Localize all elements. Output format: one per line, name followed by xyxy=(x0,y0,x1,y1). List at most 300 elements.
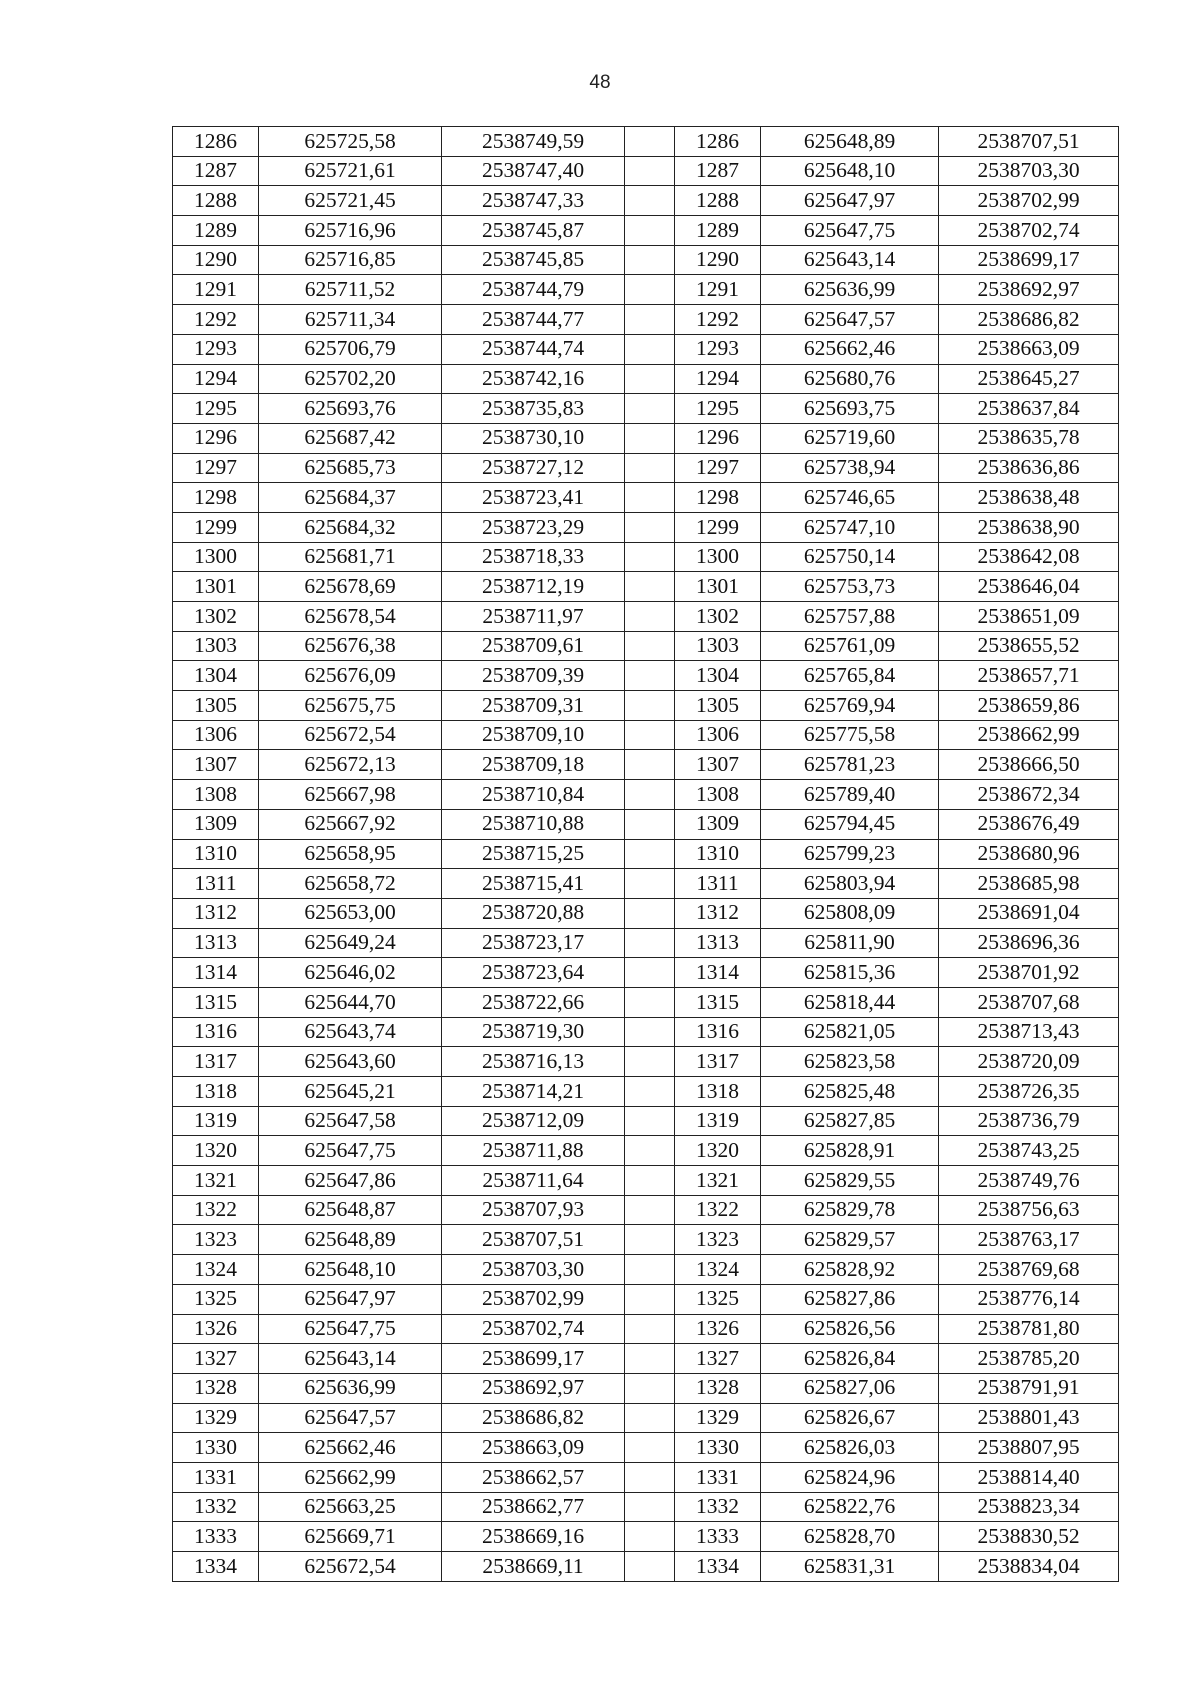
left-x-coordinate-cell: 625687,42 xyxy=(259,423,442,453)
table-row xyxy=(173,1344,1119,1374)
right-point-number-cell: 1298 xyxy=(675,483,761,513)
left-point-number-cell: 1313 xyxy=(173,928,259,958)
right-point-number-cell: 1321 xyxy=(675,1166,761,1196)
left-y-coordinate-cell: 2538662,77 xyxy=(442,1492,625,1522)
table-row xyxy=(173,423,1119,453)
spacer-cell xyxy=(625,1552,675,1582)
table-row xyxy=(173,572,1119,602)
left-point-number-cell: 1299 xyxy=(173,512,259,542)
right-x-coordinate-cell: 625823,58 xyxy=(761,1047,939,1077)
spacer-cell xyxy=(625,394,675,424)
right-point-number-cell: 1303 xyxy=(675,631,761,661)
right-point-number-cell: 1327 xyxy=(675,1344,761,1374)
spacer-cell xyxy=(625,839,675,869)
table-row xyxy=(173,809,1119,839)
left-x-coordinate-cell: 625676,38 xyxy=(259,631,442,661)
table-row xyxy=(173,631,1119,661)
right-y-coordinate-cell: 2538823,34 xyxy=(939,1492,1119,1522)
left-point-number-cell: 1300 xyxy=(173,542,259,572)
left-x-coordinate-cell: 625653,00 xyxy=(259,898,442,928)
left-point-number-cell: 1319 xyxy=(173,1106,259,1136)
spacer-cell xyxy=(625,1373,675,1403)
left-point-number-cell: 1330 xyxy=(173,1433,259,1463)
left-y-coordinate-cell: 2538703,30 xyxy=(442,1255,625,1285)
spacer-cell xyxy=(625,1166,675,1196)
spacer-cell xyxy=(625,453,675,483)
right-x-coordinate-cell: 625824,96 xyxy=(761,1462,939,1492)
right-point-number-cell: 1309 xyxy=(675,809,761,839)
right-y-coordinate-cell: 2538666,50 xyxy=(939,750,1119,780)
table-row xyxy=(173,987,1119,1017)
left-point-number-cell: 1328 xyxy=(173,1373,259,1403)
right-x-coordinate-cell: 625648,89 xyxy=(761,127,939,157)
right-x-coordinate-cell: 625680,76 xyxy=(761,364,939,394)
right-point-number-cell: 1294 xyxy=(675,364,761,394)
right-y-coordinate-cell: 2538655,52 xyxy=(939,631,1119,661)
right-y-coordinate-cell: 2538807,95 xyxy=(939,1433,1119,1463)
left-y-coordinate-cell: 2538723,29 xyxy=(442,512,625,542)
right-x-coordinate-cell: 625648,10 xyxy=(761,156,939,186)
right-y-coordinate-cell: 2538791,91 xyxy=(939,1373,1119,1403)
table-row xyxy=(173,305,1119,335)
left-y-coordinate-cell: 2538719,30 xyxy=(442,1017,625,1047)
left-x-coordinate-cell: 625663,25 xyxy=(259,1492,442,1522)
left-x-coordinate-cell: 625675,75 xyxy=(259,691,442,721)
spacer-cell xyxy=(625,156,675,186)
right-x-coordinate-cell: 625747,10 xyxy=(761,512,939,542)
left-x-coordinate-cell: 625648,89 xyxy=(259,1225,442,1255)
right-point-number-cell: 1315 xyxy=(675,987,761,1017)
table-row xyxy=(173,691,1119,721)
right-x-coordinate-cell: 625811,90 xyxy=(761,928,939,958)
right-point-number-cell: 1292 xyxy=(675,305,761,335)
right-point-number-cell: 1307 xyxy=(675,750,761,780)
table-row xyxy=(173,364,1119,394)
table-row xyxy=(173,1314,1119,1344)
right-point-number-cell: 1311 xyxy=(675,869,761,899)
left-x-coordinate-cell: 625685,73 xyxy=(259,453,442,483)
left-point-number-cell: 1304 xyxy=(173,661,259,691)
table-row xyxy=(173,958,1119,988)
right-y-coordinate-cell: 2538834,04 xyxy=(939,1552,1119,1582)
left-point-number-cell: 1306 xyxy=(173,720,259,750)
left-point-number-cell: 1302 xyxy=(173,602,259,632)
spacer-cell xyxy=(625,245,675,275)
spacer-cell xyxy=(625,1136,675,1166)
table-row xyxy=(173,275,1119,305)
right-point-number-cell: 1331 xyxy=(675,1462,761,1492)
left-point-number-cell: 1333 xyxy=(173,1522,259,1552)
right-point-number-cell: 1330 xyxy=(675,1433,761,1463)
spacer-cell xyxy=(625,1017,675,1047)
right-point-number-cell: 1302 xyxy=(675,602,761,632)
spacer-cell xyxy=(625,572,675,602)
right-x-coordinate-cell: 625693,75 xyxy=(761,394,939,424)
table-row xyxy=(173,216,1119,246)
left-x-coordinate-cell: 625678,54 xyxy=(259,602,442,632)
spacer-cell xyxy=(625,661,675,691)
right-y-coordinate-cell: 2538713,43 xyxy=(939,1017,1119,1047)
right-x-coordinate-cell: 625647,75 xyxy=(761,216,939,246)
right-x-coordinate-cell: 625761,09 xyxy=(761,631,939,661)
left-point-number-cell: 1332 xyxy=(173,1492,259,1522)
right-y-coordinate-cell: 2538642,08 xyxy=(939,542,1119,572)
right-y-coordinate-cell: 2538736,79 xyxy=(939,1106,1119,1136)
right-point-number-cell: 1291 xyxy=(675,275,761,305)
left-y-coordinate-cell: 2538709,18 xyxy=(442,750,625,780)
left-point-number-cell: 1290 xyxy=(173,245,259,275)
spacer-cell xyxy=(625,958,675,988)
left-x-coordinate-cell: 625693,76 xyxy=(259,394,442,424)
left-point-number-cell: 1296 xyxy=(173,423,259,453)
left-x-coordinate-cell: 625647,58 xyxy=(259,1106,442,1136)
left-x-coordinate-cell: 625647,97 xyxy=(259,1284,442,1314)
right-point-number-cell: 1290 xyxy=(675,245,761,275)
left-x-coordinate-cell: 625684,32 xyxy=(259,512,442,542)
right-x-coordinate-cell: 625829,78 xyxy=(761,1195,939,1225)
right-y-coordinate-cell: 2538801,43 xyxy=(939,1403,1119,1433)
right-x-coordinate-cell: 625775,58 xyxy=(761,720,939,750)
table-row xyxy=(173,1373,1119,1403)
right-x-coordinate-cell: 625789,40 xyxy=(761,780,939,810)
left-x-coordinate-cell: 625662,99 xyxy=(259,1462,442,1492)
left-x-coordinate-cell: 625672,13 xyxy=(259,750,442,780)
left-y-coordinate-cell: 2538723,17 xyxy=(442,928,625,958)
right-x-coordinate-cell: 625829,55 xyxy=(761,1166,939,1196)
right-point-number-cell: 1306 xyxy=(675,720,761,750)
left-y-coordinate-cell: 2538727,12 xyxy=(442,453,625,483)
left-x-coordinate-cell: 625662,46 xyxy=(259,1433,442,1463)
left-point-number-cell: 1294 xyxy=(173,364,259,394)
right-point-number-cell: 1289 xyxy=(675,216,761,246)
spacer-cell xyxy=(625,1077,675,1107)
left-y-coordinate-cell: 2538702,99 xyxy=(442,1284,625,1314)
left-point-number-cell: 1314 xyxy=(173,958,259,988)
left-x-coordinate-cell: 625667,92 xyxy=(259,809,442,839)
right-point-number-cell: 1297 xyxy=(675,453,761,483)
left-y-coordinate-cell: 2538709,61 xyxy=(442,631,625,661)
left-x-coordinate-cell: 625672,54 xyxy=(259,1552,442,1582)
left-y-coordinate-cell: 2538749,59 xyxy=(442,127,625,157)
spacer-cell xyxy=(625,1314,675,1344)
left-y-coordinate-cell: 2538712,09 xyxy=(442,1106,625,1136)
left-x-coordinate-cell: 625648,10 xyxy=(259,1255,442,1285)
left-y-coordinate-cell: 2538709,39 xyxy=(442,661,625,691)
left-point-number-cell: 1286 xyxy=(173,127,259,157)
left-y-coordinate-cell: 2538692,97 xyxy=(442,1373,625,1403)
left-point-number-cell: 1324 xyxy=(173,1255,259,1285)
table-row xyxy=(173,1552,1119,1582)
left-x-coordinate-cell: 625667,98 xyxy=(259,780,442,810)
left-y-coordinate-cell: 2538714,21 xyxy=(442,1077,625,1107)
left-point-number-cell: 1317 xyxy=(173,1047,259,1077)
left-point-number-cell: 1318 xyxy=(173,1077,259,1107)
left-x-coordinate-cell: 625676,09 xyxy=(259,661,442,691)
table-row xyxy=(173,483,1119,513)
right-point-number-cell: 1329 xyxy=(675,1403,761,1433)
spacer-cell xyxy=(625,780,675,810)
right-x-coordinate-cell: 625753,73 xyxy=(761,572,939,602)
right-x-coordinate-cell: 625781,23 xyxy=(761,750,939,780)
right-point-number-cell: 1296 xyxy=(675,423,761,453)
left-y-coordinate-cell: 2538712,19 xyxy=(442,572,625,602)
left-point-number-cell: 1309 xyxy=(173,809,259,839)
left-point-number-cell: 1303 xyxy=(173,631,259,661)
right-y-coordinate-cell: 2538691,04 xyxy=(939,898,1119,928)
spacer-cell xyxy=(625,898,675,928)
left-x-coordinate-cell: 625643,60 xyxy=(259,1047,442,1077)
left-x-coordinate-cell: 625658,72 xyxy=(259,869,442,899)
right-y-coordinate-cell: 2538651,09 xyxy=(939,602,1119,632)
left-point-number-cell: 1321 xyxy=(173,1166,259,1196)
table-row xyxy=(173,512,1119,542)
right-point-number-cell: 1312 xyxy=(675,898,761,928)
right-x-coordinate-cell: 625822,76 xyxy=(761,1492,939,1522)
left-y-coordinate-cell: 2538711,88 xyxy=(442,1136,625,1166)
left-x-coordinate-cell: 625643,74 xyxy=(259,1017,442,1047)
left-point-number-cell: 1320 xyxy=(173,1136,259,1166)
left-x-coordinate-cell: 625684,37 xyxy=(259,483,442,513)
left-y-coordinate-cell: 2538663,09 xyxy=(442,1433,625,1463)
spacer-cell xyxy=(625,1492,675,1522)
right-x-coordinate-cell: 625831,31 xyxy=(761,1552,939,1582)
right-x-coordinate-cell: 625647,57 xyxy=(761,305,939,335)
left-point-number-cell: 1289 xyxy=(173,216,259,246)
right-y-coordinate-cell: 2538726,35 xyxy=(939,1077,1119,1107)
left-y-coordinate-cell: 2538710,84 xyxy=(442,780,625,810)
left-y-coordinate-cell: 2538744,77 xyxy=(442,305,625,335)
right-x-coordinate-cell: 625825,48 xyxy=(761,1077,939,1107)
left-point-number-cell: 1308 xyxy=(173,780,259,810)
right-x-coordinate-cell: 625815,36 xyxy=(761,958,939,988)
right-point-number-cell: 1325 xyxy=(675,1284,761,1314)
left-point-number-cell: 1325 xyxy=(173,1284,259,1314)
right-y-coordinate-cell: 2538702,74 xyxy=(939,216,1119,246)
left-y-coordinate-cell: 2538709,10 xyxy=(442,720,625,750)
left-y-coordinate-cell: 2538711,97 xyxy=(442,602,625,632)
left-x-coordinate-cell: 625721,61 xyxy=(259,156,442,186)
left-point-number-cell: 1311 xyxy=(173,869,259,899)
right-y-coordinate-cell: 2538686,82 xyxy=(939,305,1119,335)
right-point-number-cell: 1320 xyxy=(675,1136,761,1166)
left-x-coordinate-cell: 625647,75 xyxy=(259,1136,442,1166)
table-row xyxy=(173,1106,1119,1136)
spacer-cell xyxy=(625,334,675,364)
left-x-coordinate-cell: 625646,02 xyxy=(259,958,442,988)
left-y-coordinate-cell: 2538735,83 xyxy=(442,394,625,424)
spacer-cell xyxy=(625,1195,675,1225)
coordinates-table-body xyxy=(173,127,1119,1582)
right-y-coordinate-cell: 2538659,86 xyxy=(939,691,1119,721)
left-point-number-cell: 1297 xyxy=(173,453,259,483)
left-point-number-cell: 1288 xyxy=(173,186,259,216)
right-y-coordinate-cell: 2538635,78 xyxy=(939,423,1119,453)
spacer-cell xyxy=(625,928,675,958)
right-y-coordinate-cell: 2538657,71 xyxy=(939,661,1119,691)
right-y-coordinate-cell: 2538663,09 xyxy=(939,334,1119,364)
spacer-cell xyxy=(625,691,675,721)
right-point-number-cell: 1304 xyxy=(675,661,761,691)
right-y-coordinate-cell: 2538720,09 xyxy=(939,1047,1119,1077)
left-point-number-cell: 1323 xyxy=(173,1225,259,1255)
right-point-number-cell: 1295 xyxy=(675,394,761,424)
left-y-coordinate-cell: 2538747,40 xyxy=(442,156,625,186)
right-x-coordinate-cell: 625826,56 xyxy=(761,1314,939,1344)
table-row xyxy=(173,453,1119,483)
right-y-coordinate-cell: 2538707,68 xyxy=(939,987,1119,1017)
left-x-coordinate-cell: 625725,58 xyxy=(259,127,442,157)
left-point-number-cell: 1310 xyxy=(173,839,259,869)
left-y-coordinate-cell: 2538723,64 xyxy=(442,958,625,988)
left-y-coordinate-cell: 2538709,31 xyxy=(442,691,625,721)
right-y-coordinate-cell: 2538703,30 xyxy=(939,156,1119,186)
left-x-coordinate-cell: 625681,71 xyxy=(259,542,442,572)
right-point-number-cell: 1288 xyxy=(675,186,761,216)
right-point-number-cell: 1317 xyxy=(675,1047,761,1077)
left-x-coordinate-cell: 625645,21 xyxy=(259,1077,442,1107)
left-x-coordinate-cell: 625711,52 xyxy=(259,275,442,305)
spacer-cell xyxy=(625,1403,675,1433)
table-row xyxy=(173,1403,1119,1433)
right-y-coordinate-cell: 2538636,86 xyxy=(939,453,1119,483)
right-y-coordinate-cell: 2538769,68 xyxy=(939,1255,1119,1285)
table-row xyxy=(173,186,1119,216)
left-y-coordinate-cell: 2538723,41 xyxy=(442,483,625,513)
right-y-coordinate-cell: 2538743,25 xyxy=(939,1136,1119,1166)
table-row xyxy=(173,839,1119,869)
spacer-cell xyxy=(625,869,675,899)
spacer-cell xyxy=(625,987,675,1017)
left-y-coordinate-cell: 2538716,13 xyxy=(442,1047,625,1077)
right-x-coordinate-cell: 625818,44 xyxy=(761,987,939,1017)
spacer-cell xyxy=(625,216,675,246)
right-y-coordinate-cell: 2538637,84 xyxy=(939,394,1119,424)
table-row xyxy=(173,1195,1119,1225)
left-y-coordinate-cell: 2538669,11 xyxy=(442,1552,625,1582)
table-row xyxy=(173,928,1119,958)
left-x-coordinate-cell: 625648,87 xyxy=(259,1195,442,1225)
right-point-number-cell: 1322 xyxy=(675,1195,761,1225)
table-row xyxy=(173,1225,1119,1255)
right-y-coordinate-cell: 2538662,99 xyxy=(939,720,1119,750)
table-row xyxy=(173,750,1119,780)
left-y-coordinate-cell: 2538720,88 xyxy=(442,898,625,928)
left-y-coordinate-cell: 2538699,17 xyxy=(442,1344,625,1374)
right-point-number-cell: 1326 xyxy=(675,1314,761,1344)
table-row xyxy=(173,1433,1119,1463)
right-y-coordinate-cell: 2538830,52 xyxy=(939,1522,1119,1552)
right-x-coordinate-cell: 625643,14 xyxy=(761,245,939,275)
table-row xyxy=(173,394,1119,424)
right-y-coordinate-cell: 2538672,34 xyxy=(939,780,1119,810)
right-y-coordinate-cell: 2538696,36 xyxy=(939,928,1119,958)
table-row xyxy=(173,1255,1119,1285)
table-row xyxy=(173,780,1119,810)
right-x-coordinate-cell: 625719,60 xyxy=(761,423,939,453)
left-point-number-cell: 1316 xyxy=(173,1017,259,1047)
right-x-coordinate-cell: 625828,91 xyxy=(761,1136,939,1166)
right-y-coordinate-cell: 2538707,51 xyxy=(939,127,1119,157)
right-x-coordinate-cell: 625828,70 xyxy=(761,1522,939,1552)
table-row xyxy=(173,869,1119,899)
table-row xyxy=(173,1284,1119,1314)
left-point-number-cell: 1331 xyxy=(173,1462,259,1492)
spacer-cell xyxy=(625,1106,675,1136)
table-row xyxy=(173,245,1119,275)
left-point-number-cell: 1292 xyxy=(173,305,259,335)
right-x-coordinate-cell: 625827,06 xyxy=(761,1373,939,1403)
left-point-number-cell: 1315 xyxy=(173,987,259,1017)
right-y-coordinate-cell: 2538646,04 xyxy=(939,572,1119,602)
right-x-coordinate-cell: 625808,09 xyxy=(761,898,939,928)
right-x-coordinate-cell: 625827,86 xyxy=(761,1284,939,1314)
left-y-coordinate-cell: 2538662,57 xyxy=(442,1462,625,1492)
spacer-cell xyxy=(625,1344,675,1374)
left-y-coordinate-cell: 2538730,10 xyxy=(442,423,625,453)
table-row xyxy=(173,1077,1119,1107)
right-x-coordinate-cell: 625826,84 xyxy=(761,1344,939,1374)
right-y-coordinate-cell: 2538763,17 xyxy=(939,1225,1119,1255)
right-point-number-cell: 1319 xyxy=(675,1106,761,1136)
spacer-cell xyxy=(625,305,675,335)
left-y-coordinate-cell: 2538715,25 xyxy=(442,839,625,869)
right-x-coordinate-cell: 625799,23 xyxy=(761,839,939,869)
table-row xyxy=(173,1017,1119,1047)
left-y-coordinate-cell: 2538745,87 xyxy=(442,216,625,246)
table-row xyxy=(173,1166,1119,1196)
table-row xyxy=(173,1047,1119,1077)
spacer-cell xyxy=(625,1255,675,1285)
left-y-coordinate-cell: 2538707,51 xyxy=(442,1225,625,1255)
left-x-coordinate-cell: 625644,70 xyxy=(259,987,442,1017)
left-point-number-cell: 1301 xyxy=(173,572,259,602)
table-row xyxy=(173,334,1119,364)
right-point-number-cell: 1323 xyxy=(675,1225,761,1255)
left-x-coordinate-cell: 625647,57 xyxy=(259,1403,442,1433)
right-y-coordinate-cell: 2538638,48 xyxy=(939,483,1119,513)
left-x-coordinate-cell: 625672,54 xyxy=(259,720,442,750)
right-y-coordinate-cell: 2538781,80 xyxy=(939,1314,1119,1344)
right-x-coordinate-cell: 625662,46 xyxy=(761,334,939,364)
right-point-number-cell: 1318 xyxy=(675,1077,761,1107)
left-y-coordinate-cell: 2538715,41 xyxy=(442,869,625,899)
table-row xyxy=(173,1462,1119,1492)
right-x-coordinate-cell: 625821,05 xyxy=(761,1017,939,1047)
left-y-coordinate-cell: 2538722,66 xyxy=(442,987,625,1017)
left-x-coordinate-cell: 625716,96 xyxy=(259,216,442,246)
spacer-cell xyxy=(625,809,675,839)
spacer-cell xyxy=(625,127,675,157)
right-y-coordinate-cell: 2538702,99 xyxy=(939,186,1119,216)
right-y-coordinate-cell: 2538692,97 xyxy=(939,275,1119,305)
right-y-coordinate-cell: 2538699,17 xyxy=(939,245,1119,275)
left-point-number-cell: 1312 xyxy=(173,898,259,928)
table-row xyxy=(173,898,1119,928)
spacer-cell xyxy=(625,1462,675,1492)
page-number: 48 xyxy=(589,72,611,93)
left-x-coordinate-cell: 625706,79 xyxy=(259,334,442,364)
right-y-coordinate-cell: 2538756,63 xyxy=(939,1195,1119,1225)
left-point-number-cell: 1307 xyxy=(173,750,259,780)
left-x-coordinate-cell: 625636,99 xyxy=(259,1373,442,1403)
right-point-number-cell: 1328 xyxy=(675,1373,761,1403)
spacer-cell xyxy=(625,750,675,780)
table-row xyxy=(173,1492,1119,1522)
right-y-coordinate-cell: 2538749,76 xyxy=(939,1166,1119,1196)
spacer-cell xyxy=(625,631,675,661)
spacer-cell xyxy=(625,512,675,542)
right-x-coordinate-cell: 625746,65 xyxy=(761,483,939,513)
